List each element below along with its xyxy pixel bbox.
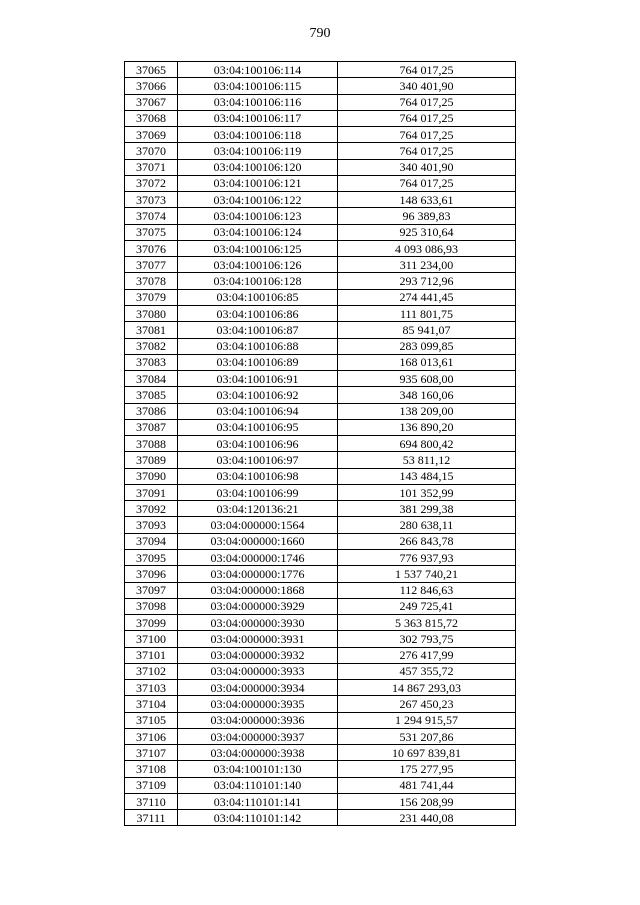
cadastral-number-cell: 03:04:000000:3937 [178, 728, 338, 744]
row-number-cell: 37071 [125, 159, 178, 175]
value-cell: 302 793,75 [338, 631, 516, 647]
cadastral-number-cell: 03:04:100106:91 [178, 371, 338, 387]
table-row [125, 127, 516, 143]
table-row [125, 371, 516, 387]
row-number-cell: 37101 [125, 647, 178, 663]
row-number-cell: 37079 [125, 289, 178, 305]
row-number-cell: 37095 [125, 549, 178, 565]
cadastral-number-cell: 03:04:110101:142 [178, 810, 338, 826]
table-row [125, 305, 516, 321]
value-cell: 764 017,25 [338, 62, 516, 78]
row-number-cell: 37069 [125, 127, 178, 143]
value-cell: 457 355,72 [338, 663, 516, 679]
value-cell: 531 207,86 [338, 728, 516, 744]
row-number-cell: 37104 [125, 696, 178, 712]
cadastral-number-cell: 03:04:100106:115 [178, 78, 338, 94]
table-row [125, 110, 516, 126]
cadastral-number-cell: 03:04:100106:99 [178, 484, 338, 500]
table-row [125, 745, 516, 761]
table-row [125, 94, 516, 110]
row-number-cell: 37098 [125, 598, 178, 614]
row-number-cell: 37111 [125, 810, 178, 826]
table-row [125, 761, 516, 777]
row-number-cell: 37075 [125, 224, 178, 240]
cadastral-number-cell: 03:04:100106:118 [178, 127, 338, 143]
cadastral-number-cell: 03:04:100106:97 [178, 452, 338, 468]
cadastral-number-cell: 03:04:100106:86 [178, 305, 338, 321]
value-cell: 143 484,15 [338, 468, 516, 484]
value-cell: 776 937,93 [338, 549, 516, 565]
value-cell: 5 363 815,72 [338, 615, 516, 631]
value-cell: 311 234,00 [338, 257, 516, 273]
cadastral-number-cell: 03:04:100106:125 [178, 240, 338, 256]
cadastral-number-cell: 03:04:110101:141 [178, 793, 338, 809]
value-cell: 266 843,78 [338, 533, 516, 549]
row-number-cell: 37072 [125, 175, 178, 191]
value-cell: 340 401,90 [338, 159, 516, 175]
row-number-cell: 37083 [125, 354, 178, 370]
cadastral-number-cell: 03:04:000000:3933 [178, 663, 338, 679]
table-row [125, 257, 516, 273]
table-row [125, 728, 516, 744]
table-row [125, 403, 516, 419]
cadastral-number-cell: 03:04:100106:123 [178, 208, 338, 224]
row-number-cell: 37099 [125, 615, 178, 631]
row-number-cell: 37084 [125, 371, 178, 387]
cadastral-number-cell: 03:04:100106:126 [178, 257, 338, 273]
row-number-cell: 37067 [125, 94, 178, 110]
value-cell: 764 017,25 [338, 127, 516, 143]
table-row [125, 175, 516, 191]
table-row [125, 631, 516, 647]
registry-table [124, 61, 516, 826]
row-number-cell: 37076 [125, 240, 178, 256]
value-cell: 340 401,90 [338, 78, 516, 94]
table-row [125, 647, 516, 663]
cadastral-number-cell: 03:04:100106:96 [178, 436, 338, 452]
row-number-cell: 37078 [125, 273, 178, 289]
row-number-cell: 37110 [125, 793, 178, 809]
row-number-cell: 37106 [125, 728, 178, 744]
row-number-cell: 37093 [125, 517, 178, 533]
value-cell: 935 608,00 [338, 371, 516, 387]
row-number-cell: 37077 [125, 257, 178, 273]
cadastral-number-cell: 03:04:000000:1868 [178, 582, 338, 598]
cadastral-number-cell: 03:04:100106:116 [178, 94, 338, 110]
table-row [125, 452, 516, 468]
row-number-cell: 37073 [125, 192, 178, 208]
cadastral-number-cell: 03:04:000000:3929 [178, 598, 338, 614]
table-row [125, 777, 516, 793]
table-row [125, 436, 516, 452]
table-row [125, 501, 516, 517]
value-cell: 168 013,61 [338, 354, 516, 370]
table-row [125, 224, 516, 240]
cadastral-number-cell: 03:04:000000:3935 [178, 696, 338, 712]
table-row [125, 793, 516, 809]
row-number-cell: 37094 [125, 533, 178, 549]
row-number-cell: 37103 [125, 680, 178, 696]
cadastral-number-cell: 03:04:100106:120 [178, 159, 338, 175]
cadastral-number-cell: 03:04:000000:3934 [178, 680, 338, 696]
row-number-cell: 37070 [125, 143, 178, 159]
value-cell: 156 208,99 [338, 793, 516, 809]
cadastral-number-cell: 03:04:100101:130 [178, 761, 338, 777]
row-number-cell: 37085 [125, 387, 178, 403]
cadastral-number-cell: 03:04:100106:121 [178, 175, 338, 191]
value-cell: 53 811,12 [338, 452, 516, 468]
row-number-cell: 37080 [125, 305, 178, 321]
table-row [125, 419, 516, 435]
row-number-cell: 37108 [125, 761, 178, 777]
cadastral-number-cell: 03:04:000000:1746 [178, 549, 338, 565]
cadastral-number-cell: 03:04:100106:114 [178, 62, 338, 78]
cadastral-number-cell: 03:04:100106:87 [178, 322, 338, 338]
value-cell: 96 389,83 [338, 208, 516, 224]
table-row [125, 615, 516, 631]
value-cell: 348 160,06 [338, 387, 516, 403]
value-cell: 381 299,38 [338, 501, 516, 517]
value-cell: 1 537 740,21 [338, 566, 516, 582]
value-cell: 276 417,99 [338, 647, 516, 663]
value-cell: 148 633,61 [338, 192, 516, 208]
table-row [125, 208, 516, 224]
value-cell: 481 741,44 [338, 777, 516, 793]
value-cell: 694 800,42 [338, 436, 516, 452]
value-cell: 4 093 086,93 [338, 240, 516, 256]
value-cell: 14 867 293,03 [338, 680, 516, 696]
row-number-cell: 37105 [125, 712, 178, 728]
cadastral-number-cell: 03:04:110101:140 [178, 777, 338, 793]
table-row [125, 62, 516, 78]
table-row [125, 533, 516, 549]
value-cell: 85 941,07 [338, 322, 516, 338]
value-cell: 280 638,11 [338, 517, 516, 533]
cadastral-number-cell: 03:04:000000:1564 [178, 517, 338, 533]
table-row [125, 240, 516, 256]
value-cell: 175 277,95 [338, 761, 516, 777]
table-row [125, 338, 516, 354]
value-cell: 283 099,85 [338, 338, 516, 354]
table-row [125, 159, 516, 175]
value-cell: 249 725,41 [338, 598, 516, 614]
value-cell: 101 352,99 [338, 484, 516, 500]
cadastral-number-cell: 03:04:100106:124 [178, 224, 338, 240]
cadastral-number-cell: 03:04:100106:128 [178, 273, 338, 289]
row-number-cell: 37097 [125, 582, 178, 598]
table-row [125, 712, 516, 728]
row-number-cell: 37088 [125, 436, 178, 452]
cadastral-number-cell: 03:04:100106:89 [178, 354, 338, 370]
cadastral-number-cell: 03:04:000000:3938 [178, 745, 338, 761]
value-cell: 10 697 839,81 [338, 745, 516, 761]
cadastral-number-cell: 03:04:100106:119 [178, 143, 338, 159]
cadastral-number-cell: 03:04:100106:117 [178, 110, 338, 126]
row-number-cell: 37100 [125, 631, 178, 647]
cadastral-number-cell: 03:04:100106:98 [178, 468, 338, 484]
cadastral-number-cell: 03:04:100106:85 [178, 289, 338, 305]
value-cell: 764 017,25 [338, 143, 516, 159]
registry-table-body [125, 62, 516, 826]
row-number-cell: 37081 [125, 322, 178, 338]
row-number-cell: 37086 [125, 403, 178, 419]
cadastral-number-cell: 03:04:100106:92 [178, 387, 338, 403]
row-number-cell: 37068 [125, 110, 178, 126]
row-number-cell: 37096 [125, 566, 178, 582]
row-number-cell: 37109 [125, 777, 178, 793]
value-cell: 231 440,08 [338, 810, 516, 826]
table-row [125, 192, 516, 208]
table-row [125, 289, 516, 305]
cadastral-number-cell: 03:04:000000:1660 [178, 533, 338, 549]
row-number-cell: 37087 [125, 419, 178, 435]
row-number-cell: 37089 [125, 452, 178, 468]
table-row [125, 322, 516, 338]
value-cell: 764 017,25 [338, 175, 516, 191]
table-row [125, 354, 516, 370]
value-cell: 267 450,23 [338, 696, 516, 712]
cadastral-number-cell: 03:04:100106:88 [178, 338, 338, 354]
cadastral-number-cell: 03:04:000000:3930 [178, 615, 338, 631]
value-cell: 136 890,20 [338, 419, 516, 435]
table-row [125, 696, 516, 712]
value-cell: 138 209,00 [338, 403, 516, 419]
table-row [125, 468, 516, 484]
row-number-cell: 37092 [125, 501, 178, 517]
value-cell: 112 846,63 [338, 582, 516, 598]
cadastral-number-cell: 03:04:100106:122 [178, 192, 338, 208]
table-row [125, 143, 516, 159]
value-cell: 764 017,25 [338, 110, 516, 126]
value-cell: 925 310,64 [338, 224, 516, 240]
value-cell: 293 712,96 [338, 273, 516, 289]
value-cell: 274 441,45 [338, 289, 516, 305]
row-number-cell: 37082 [125, 338, 178, 354]
table-row [125, 517, 516, 533]
row-number-cell: 37065 [125, 62, 178, 78]
table-row [125, 273, 516, 289]
cadastral-number-cell: 03:04:000000:3932 [178, 647, 338, 663]
table-row [125, 680, 516, 696]
value-cell: 1 294 915,57 [338, 712, 516, 728]
table-row [125, 582, 516, 598]
cadastral-number-cell: 03:04:100106:95 [178, 419, 338, 435]
cadastral-number-cell: 03:04:120136:21 [178, 501, 338, 517]
table-row [125, 663, 516, 679]
row-number-cell: 37090 [125, 468, 178, 484]
cadastral-number-cell: 03:04:000000:3936 [178, 712, 338, 728]
table-row [125, 549, 516, 565]
cadastral-number-cell: 03:04:000000:1776 [178, 566, 338, 582]
row-number-cell: 37102 [125, 663, 178, 679]
table-row [125, 566, 516, 582]
table-row [125, 810, 516, 826]
row-number-cell: 37066 [125, 78, 178, 94]
row-number-cell: 37074 [125, 208, 178, 224]
cadastral-number-cell: 03:04:000000:3931 [178, 631, 338, 647]
row-number-cell: 37107 [125, 745, 178, 761]
table-row [125, 387, 516, 403]
page-number: 790 [309, 26, 331, 41]
cadastral-number-cell: 03:04:100106:94 [178, 403, 338, 419]
table-row [125, 598, 516, 614]
table-row [125, 484, 516, 500]
row-number-cell: 37091 [125, 484, 178, 500]
table-row [125, 78, 516, 94]
value-cell: 111 801,75 [338, 305, 516, 321]
value-cell: 764 017,25 [338, 94, 516, 110]
